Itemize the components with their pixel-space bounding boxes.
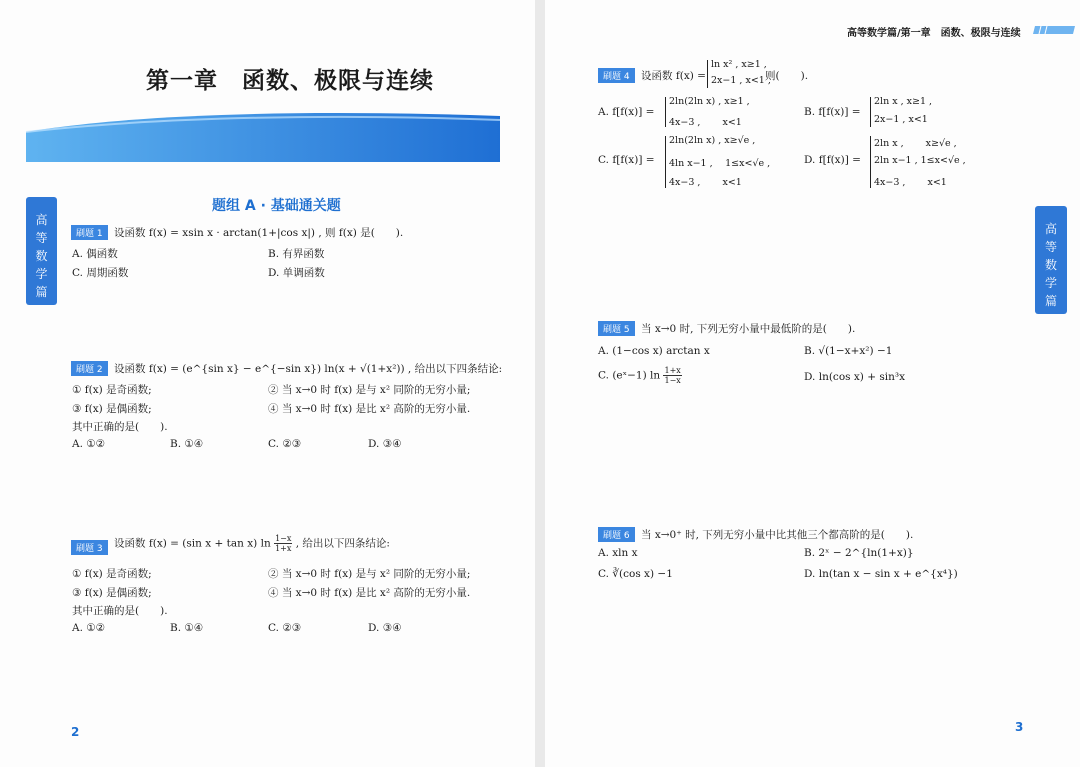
right-page: [545, 0, 1080, 767]
question-6-stem: 当 x→0⁺ 时, 下列无穷小量中比其他三个都高阶的是( ).: [641, 529, 914, 541]
question-1-stem: 设函数 f(x) = xsin x · arctan(1+|cos x|) , 则 f(x) 是( ).: [114, 227, 404, 239]
q5-fraction: $\frac{1+x}{1-x}$: [664, 366, 681, 385]
page-number-left: 2: [71, 725, 80, 739]
header-stripe-decoration: [1033, 26, 1075, 34]
q4-option-a-line-2: 4x−3 , x<1: [669, 117, 742, 128]
q3-option-d: D. ③④: [368, 622, 402, 634]
q6-option-d: D. ln(tan x − sin x + e^{x⁴}): [804, 568, 958, 580]
q4-option-d-line-1: 2ln x , x≥√e ,: [874, 138, 957, 149]
page-number-right: 3: [1015, 720, 1024, 734]
question-tag-2: 刷题 2: [71, 361, 108, 376]
q3-ask: 其中正确的是( ).: [72, 605, 168, 617]
question-tag-6: 刷题 6: [598, 527, 635, 542]
left-page: [0, 0, 535, 767]
q4-option-c-line-3: 4x−3 , x<1: [669, 177, 742, 188]
q3-option-b: B. ①④: [170, 622, 204, 634]
q3-conclusion-2: ② 当 x→0 时 f(x) 是与 x² 同阶的无穷小量;: [268, 568, 471, 580]
q3-fraction: $\frac{1-x}{1+x}$: [275, 534, 292, 553]
q4-case-2: 2x−1 , x<1 ,: [711, 75, 771, 86]
side-tab-higher-math-right: 高 等 数 学 篇: [1035, 206, 1067, 314]
question-tag-1: 刷题 1: [71, 225, 108, 240]
q4-option-d-line-2: 2ln x−1 , 1≤x<√e ,: [874, 155, 966, 166]
q4-option-c-line-1: 2ln(2ln x) , x≥√e ,: [669, 135, 756, 146]
q4-option-a-line-1: 2ln(2ln x) , x≥1 ,: [669, 96, 750, 107]
q3-conclusion-1: ① f(x) 是奇函数;: [72, 568, 152, 580]
q2-option-d: D. ③④: [368, 438, 402, 450]
q4-option-b-label: B. f[f(x)] =: [804, 106, 861, 118]
q4-option-b-line-1: 2ln x , x≥1 ,: [874, 96, 933, 107]
q5-option-b: B. √(1−x+x²) −1: [804, 345, 893, 357]
q1-option-d: D. 单调函数: [268, 267, 325, 279]
question-tag-4: 刷题 4: [598, 68, 635, 83]
q6-option-b: B. 2ˣ − 2^{ln(1+x)}: [804, 547, 914, 559]
q6-option-c: C. ∛(cos x) −1: [598, 568, 673, 580]
q4-option-d-label: D. f[f(x)] =: [804, 154, 861, 166]
group-title: 题组 A · 基础通关题: [212, 198, 341, 214]
question-tag-5: 刷题 5: [598, 321, 635, 336]
q5-option-c: C. (eˣ−1) ln $\frac{1+x}{1-x}$: [598, 366, 681, 385]
question-2-stem: 设函数 f(x) = (e^{sin x} − e^{−sin x}) ln(x + √(1+x²)) , 给出以下四条结论:: [114, 363, 503, 375]
q2-conclusion-1: ① f(x) 是奇函数;: [72, 384, 152, 396]
q3-option-a: A. ①②: [72, 622, 106, 634]
q4-option-b-line-2: 2x−1 , x<1: [874, 114, 928, 125]
q2-conclusion-4: ④ 当 x→0 时 f(x) 是比 x² 高阶的无穷小量.: [268, 403, 471, 415]
q3-option-c: C. ②③: [268, 622, 302, 634]
q6-option-a: A. xln x: [598, 547, 638, 559]
chapter-title: 第一章 函数、极限与连续: [146, 68, 434, 94]
q5-option-d: D. ln(cos x) + sin³x: [804, 371, 905, 383]
q1-option-b: B. 有界函数: [268, 248, 325, 260]
running-header: 高等数学篇/第一章 函数、极限与连续: [847, 28, 1021, 39]
side-tab-higher-math: 高 等 数 学 篇: [26, 197, 57, 305]
question-3-stem: 设函数 f(x) = (sin x + tan x) ln $\frac{1-x}{1+x}$ , 给出以下四条结论:: [114, 534, 390, 553]
q4-case-1: ln x² , x≥1 ,: [711, 59, 767, 70]
q1-option-a: A. 偶函数: [72, 248, 118, 260]
q4-stem-b: 则( ).: [765, 70, 809, 82]
q1-option-c: C. 周期函数: [72, 267, 129, 279]
q4-stem-a: 设函数 f(x) =: [641, 70, 706, 82]
q4-option-c-label: C. f[f(x)] =: [598, 154, 655, 166]
q2-ask: 其中正确的是( ).: [72, 421, 168, 433]
chapter-banner: [26, 110, 500, 162]
question-5-stem: 当 x→0 时, 下列无穷小量中最低阶的是( ).: [641, 323, 856, 335]
q2-option-b: B. ①④: [170, 438, 204, 450]
q4-option-d-line-3: 4x−3 , x<1: [874, 177, 947, 188]
q4-option-c-line-2: 4ln x−1 , 1≤x<√e ,: [669, 158, 771, 169]
q2-conclusion-2: ② 当 x→0 时 f(x) 是与 x² 同阶的无穷小量;: [268, 384, 471, 396]
q5-option-a: A. (1−cos x) arctan x: [598, 345, 710, 357]
q2-option-a: A. ①②: [72, 438, 106, 450]
q2-option-c: C. ②③: [268, 438, 302, 450]
q3-conclusion-3: ③ f(x) 是偶函数;: [72, 587, 152, 599]
q2-conclusion-3: ③ f(x) 是偶函数;: [72, 403, 152, 415]
q3-conclusion-4: ④ 当 x→0 时 f(x) 是比 x² 高阶的无穷小量.: [268, 587, 471, 599]
question-tag-3: 刷题 3: [71, 540, 108, 555]
q4-option-a-label: A. f[f(x)] =: [598, 106, 655, 118]
